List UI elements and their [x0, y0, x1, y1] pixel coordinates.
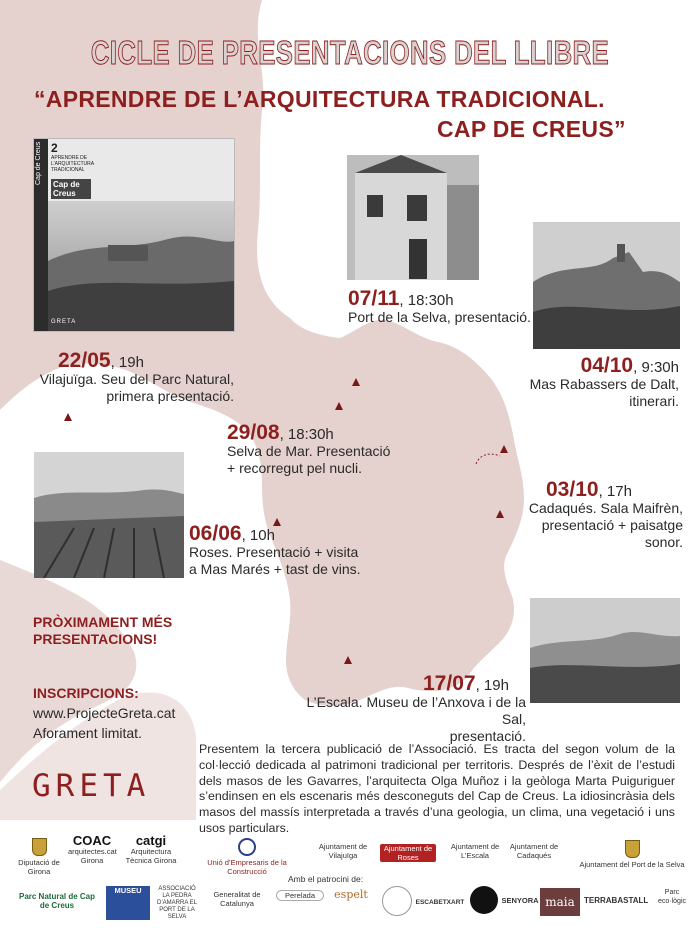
description-text: Presentem la tercera publicació de l’Associació. Es tracta del segon volum de la col·lecció dedicada al patrimoni tradicional per territoris. Després de l’èxit de l’estudi dels masos de les Gavarres, l’arquitecta Olga Muñoz i la geòloga Marta Puiguriguer s’endinsen en els escenaris més desconeguts del Cap de Creus. La idiosincràsia dels masos del massís interpretada a través d’una geologia, un clima, una vegetació i uns usos particulars. [199, 742, 675, 835]
event-text: Roses. Presentació + visita [189, 544, 359, 560]
map-route-arrow [474, 450, 504, 466]
event-text: itinerari. [629, 393, 679, 409]
event-time: , 18:30h [399, 292, 454, 309]
logo-catgi: catgi Arquitectura Tècnica Girona [125, 833, 177, 865]
event-date: 22/05 [58, 349, 111, 372]
inscriptions-url[interactable]: www.ProjecteGreta.cat [33, 705, 176, 721]
event-17-07 [290, 672, 526, 745]
logo-senyora: SENYORA [501, 896, 539, 905]
book-title: Cap de Creus [51, 179, 91, 199]
event-date: 17/07 [423, 672, 476, 695]
book-cover [33, 138, 235, 332]
logo-vilajuiga: Ajuntament de Vilajuïga [318, 842, 368, 860]
event-text: Selva de Mar. Presentació [227, 443, 391, 459]
event-29-08 [227, 421, 391, 477]
map-pin-vilajuiga [64, 413, 72, 421]
event-text: L’Escala. Museu de l’Anxova i de la Sal, [306, 694, 526, 727]
photo-roses-vineyard [34, 452, 184, 578]
event-date: 03/10 [546, 478, 599, 501]
emblem-icon [238, 838, 256, 856]
book-number: 2 [51, 141, 58, 155]
event-time: , 18:30h [279, 426, 334, 443]
event-date: 07/11 [348, 287, 400, 310]
logo-maia: maia [540, 888, 580, 916]
event-text: presentació. [449, 728, 526, 744]
logo-cadaques: Ajuntament de Cadaqués [509, 842, 559, 860]
logo-circular-badge [382, 886, 412, 916]
event-date: 29/08 [227, 421, 280, 444]
logo-parc-ecologic: Parc eco·lògic [657, 889, 686, 905]
event-22-05 [34, 349, 234, 405]
event-04-10 [470, 354, 679, 410]
logo-espelt: espelt [334, 888, 368, 901]
logo-coac: COAC arquitectes.cat Girona [68, 833, 117, 865]
coming-soon-notice [33, 614, 172, 648]
coming-soon-line2: PRESENTACIONS! [33, 631, 158, 647]
event-text: Mas Rabassers de Dalt, [529, 376, 679, 392]
map-pin-lescala [344, 656, 352, 664]
event-text: a Mas Marés + tast de vins. [189, 561, 361, 577]
event-text: primera presentació. [106, 388, 234, 404]
event-text: Port de la Selva, presentació. [348, 309, 531, 325]
event-text: presentació + paisatge [541, 517, 683, 533]
logo-perelada: Perelada [276, 890, 324, 901]
book-spine-title: Cap de Creus [35, 141, 42, 185]
shield-icon [625, 840, 640, 858]
event-03-10 [490, 478, 683, 551]
logo-diputacio-girona: Diputació de Girona [14, 838, 64, 876]
patronage-label: Amb el patrocini de: [288, 874, 364, 884]
logo-port-de-la-selva: Ajuntament del Port de la Selva [576, 840, 688, 869]
event-text: sonor. [644, 534, 683, 550]
event-time: , 9:30h [633, 359, 679, 376]
event-time: , 10h [241, 527, 275, 544]
inscriptions-block [33, 683, 175, 743]
poster-title: CICLE DE PRESENTACIONS DEL LLIBRE [90, 34, 610, 71]
logo-terrabastall: TERRABASTALL [584, 896, 649, 905]
inscriptions-heading: INSCRIPCIONS: [33, 685, 139, 701]
logo-unio-empresaris: Unió d’Empresaris de la Construcció [192, 838, 302, 876]
greta-logo: GRETA [32, 768, 151, 804]
photo-lescala-landscape [530, 598, 680, 703]
event-time: , 19h [110, 354, 144, 371]
event-text: Cadaqués. Sala Maifrèn, [528, 500, 683, 516]
map-pin-port-de-la-selva [352, 378, 360, 386]
logo-roses: Ajuntament de Roses [380, 844, 436, 862]
logo-escabetxart: ESCABETXART [415, 899, 465, 906]
coming-soon-line1: PRÒXIMAMENT MÉS [33, 614, 173, 630]
logo-parc-natural: Parc Natural de Cap de Creus [18, 892, 96, 910]
book-brand: GRETA [51, 319, 77, 325]
event-text: Vilajuïga. Seu del Parc Natural, [39, 371, 234, 387]
poster-subtitle-line2: CAP DE CREUS” [437, 116, 626, 142]
event-06-06 [189, 522, 361, 578]
map-pin-selva-de-mar [335, 402, 343, 410]
inscriptions-note: Aforament limitat. [33, 725, 142, 741]
logo-pedra-amarra: ASSOCIACIÓ LA PEDRA D’AMARRA EL PORT DE LA SELVA [156, 886, 197, 920]
logo-museu: MUSEU [106, 886, 150, 920]
book-spine [34, 139, 48, 331]
photo-mas-rabassers [533, 222, 680, 349]
logo-lescala: Ajuntament de L’Escala [450, 842, 500, 860]
event-time: , 19h [475, 677, 509, 694]
poster-subtitle-line1: “APRENDRE DE L’ARQUITECTURA TRADICIONAL. [34, 86, 605, 112]
book-cover-photo [48, 201, 234, 331]
event-date: 06/06 [189, 522, 242, 545]
event-time: , 17h [598, 483, 632, 500]
shield-icon [32, 838, 47, 856]
logo-black-round [470, 886, 498, 914]
event-date: 04/10 [580, 354, 634, 377]
event-text: + recorregut pel nucli. [227, 460, 363, 476]
photo-port-de-la-selva [347, 155, 479, 280]
event-07-11 [348, 287, 531, 326]
book-series: APRENDRE DE L’ARQUITECTURA TRADICIONAL [51, 155, 94, 173]
logo-generalitat: Generalitat de Catalunya [213, 890, 261, 908]
